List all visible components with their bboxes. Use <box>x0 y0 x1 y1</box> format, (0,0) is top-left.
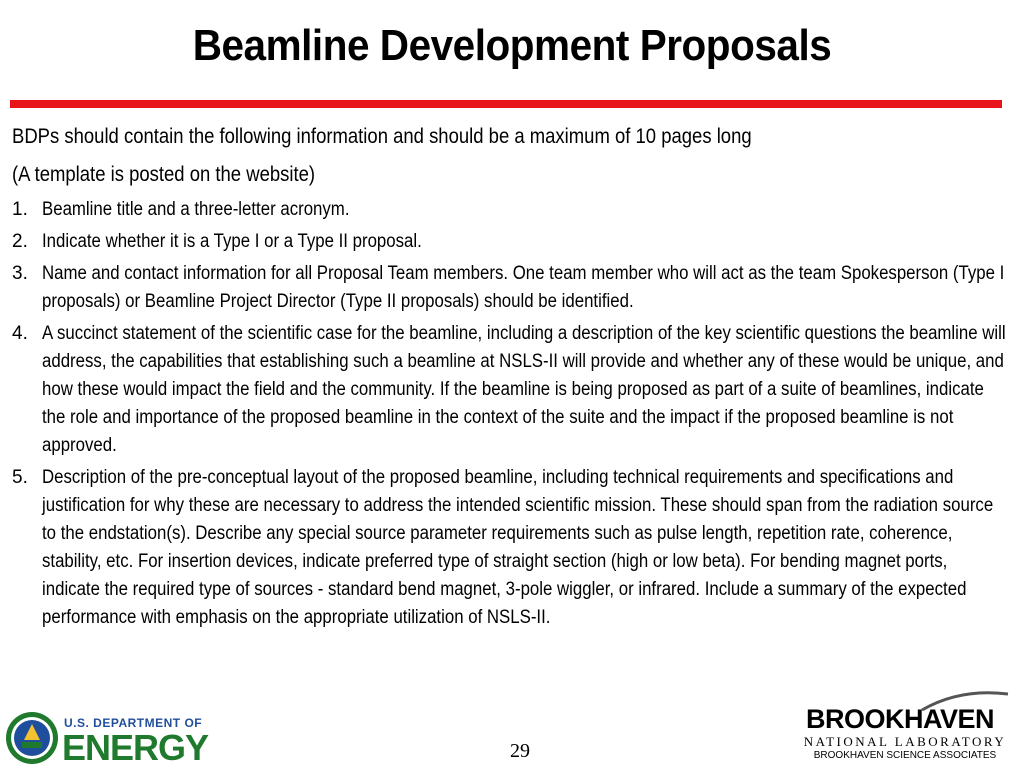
list-item-text: Indicate whether it is a Type I or a Type II proposal. <box>42 231 422 252</box>
intro-line-2: (A template is posted on the website) <box>12 163 316 186</box>
brookhaven-logo <box>800 690 1015 766</box>
list-item-text: A succinct statement of the scientific case for the beamline, including a description of the key scientific questions the beamline will address, the capabilities that establishing such a beamline at NSLS-II will provide and whether any of these would be unique, and how these would impact the field and the community. If the beamline is being proposed as part of a suite of beamlines, indicate the role and importance of the proposed beamline in the context of the suite and the impact if the proposed beamline is not approved. <box>42 323 1006 456</box>
doe-seal-icon <box>4 710 60 766</box>
list-item <box>12 196 1012 224</box>
intro-line-1: BDPs should contain the following information and should be a maximum of 10 pages long <box>12 125 752 148</box>
slide-title: Beamline Development Proposals <box>192 21 832 70</box>
brookhaven-name: BROOKHAVEN <box>806 704 995 734</box>
list-item <box>12 320 1012 460</box>
list-item-number: 3. <box>12 263 28 284</box>
list-item-text: Beamline title and a three-letter acronym. <box>42 199 350 220</box>
list-item-number: 5. <box>12 467 28 488</box>
science-associates-text: BROOKHAVEN SCIENCE ASSOCIATES <box>813 750 997 761</box>
national-laboratory-text: NATIONAL LABORATORY <box>803 734 1007 749</box>
doe-energy-text: ENERGY <box>62 727 209 768</box>
list-item-number: 4. <box>12 323 28 344</box>
list-item-text: Description of the pre-conceptual layout of the proposed beamline, including technical requirements and specifications and justification for why these are necessary to address the intended scientific mission. These should span from the radiation source to the endstation(s). Describe any special source parameter requirements such as pulse length, repetition rate, coherence, stability, etc. For insertion devices, indicate preferred type of straight section (high or low beta). For bending magnet ports, indicate the required type of sources - standard bend magnet, 3-pole wiggler, or infrared. Include a summary of the expected performance with emphasis on the appropriate utilization of NSLS-II. <box>42 467 994 628</box>
slide-body <box>12 118 1012 636</box>
list-item <box>12 228 1012 256</box>
requirements-list <box>12 196 1012 632</box>
title-divider <box>10 100 1002 108</box>
list-item-text: Name and contact information for all Proposal Team members. One team member who will act as the team Spokesperson (Type I proposals) or Beamline Project Director (Type II proposals) should be identified. <box>42 263 1005 312</box>
doe-department-text: U.S. DEPARTMENT OF <box>64 716 203 730</box>
list-item <box>12 464 1012 632</box>
list-item <box>12 260 1012 316</box>
list-item-number: 1. <box>12 199 28 220</box>
doe-logo <box>4 710 224 766</box>
list-item-number: 2. <box>12 231 28 252</box>
page-number: 29 <box>510 740 530 762</box>
